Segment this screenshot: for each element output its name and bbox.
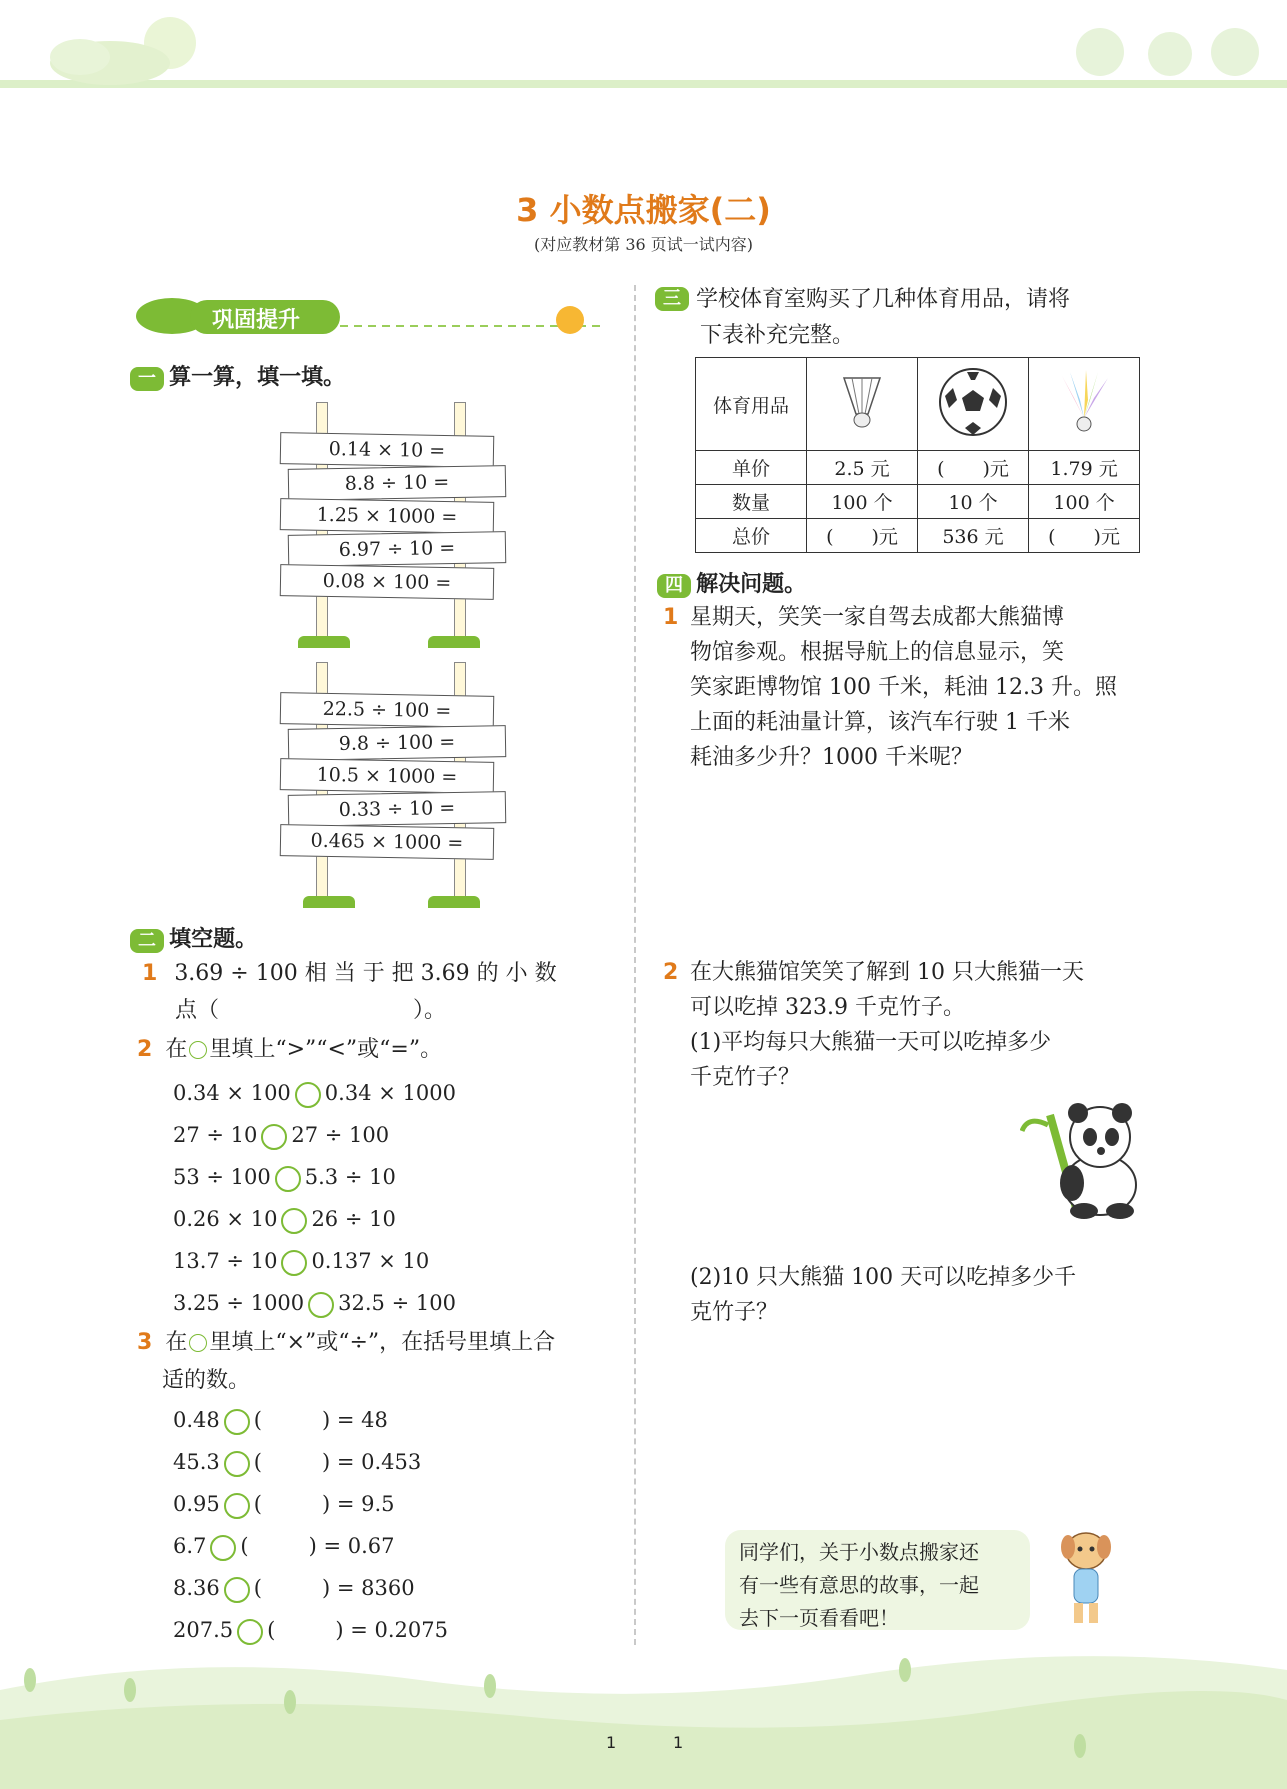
compare-row bbox=[173, 1114, 456, 1156]
table-cell bbox=[1029, 358, 1140, 451]
question-number: 3 bbox=[137, 1330, 153, 1355]
fill-left: 0.95 bbox=[173, 1492, 220, 1516]
fill-left: 6.7 bbox=[173, 1534, 207, 1558]
compare-row bbox=[173, 1240, 456, 1282]
part2-q1-line2-start: 点（ bbox=[175, 998, 220, 1023]
table-row bbox=[696, 451, 1140, 485]
part4-q1-text bbox=[690, 600, 1150, 775]
fill-left: 45.3 bbox=[173, 1450, 220, 1474]
operator-circle[interactable] bbox=[210, 1535, 236, 1561]
table-row bbox=[696, 485, 1140, 519]
text-line: 物馆参观。根据导航上的信息显示，笑 bbox=[690, 640, 1065, 665]
fill-row bbox=[173, 1483, 448, 1525]
paren-open: ( bbox=[253, 1492, 262, 1516]
text-line: (2)10 只大熊猫 100 天可以吃掉多少千 bbox=[690, 1265, 1077, 1290]
table-cell[interactable]: ( )元 bbox=[1029, 519, 1140, 553]
operator-circle[interactable] bbox=[224, 1493, 250, 1519]
fill-left: 207.5 bbox=[173, 1618, 234, 1642]
feather-shuttlecock-icon bbox=[1056, 368, 1112, 436]
grass-icon bbox=[428, 896, 480, 908]
part4-q2-sub2 bbox=[690, 1260, 1150, 1330]
part2-q1-line2 bbox=[175, 993, 446, 1028]
compare-right: 5.3 ÷ 10 bbox=[304, 1165, 396, 1189]
text-line: 星期天，笑笑一家自驾去成都大熊猫博 bbox=[690, 605, 1065, 630]
operator-circle[interactable] bbox=[237, 1619, 263, 1645]
panda-icon bbox=[1020, 1095, 1142, 1220]
part2-q3-text-b: 里填上“×”或“÷”，在括号里填上合 bbox=[209, 1330, 556, 1355]
part2-q2-text-b: 里填上“>”“<”或“=”。 bbox=[209, 1037, 443, 1062]
sign-board: 0.08 × 100 = bbox=[280, 564, 495, 600]
question-number: 2 bbox=[137, 1037, 153, 1062]
table-cell bbox=[917, 358, 1028, 451]
table-cell: 100 个 bbox=[1029, 485, 1140, 519]
compare-circle[interactable] bbox=[275, 1166, 301, 1192]
fill-row bbox=[173, 1609, 448, 1651]
compare-left: 3.25 ÷ 1000 bbox=[173, 1291, 305, 1315]
consolidate-banner bbox=[130, 290, 610, 340]
fill-left: 8.36 bbox=[173, 1576, 220, 1600]
operator-circle[interactable] bbox=[224, 1409, 250, 1435]
part2-badge: 二 bbox=[130, 929, 164, 953]
page-title: 3 小数点搬家(二) bbox=[516, 191, 771, 229]
compare-left: 0.34 × 100 bbox=[173, 1081, 291, 1105]
text-line: 克竹子？ bbox=[690, 1300, 779, 1325]
dog-character-icon bbox=[1050, 1525, 1120, 1630]
bubble-line: 有一些有意思的故事，一起 bbox=[739, 1573, 979, 1597]
part3-line2: 下表补充完整。 bbox=[700, 323, 855, 348]
fill-row bbox=[173, 1567, 448, 1609]
table-cell: 10 个 bbox=[917, 485, 1028, 519]
part2-q3-text-a: 在 bbox=[165, 1330, 188, 1355]
compare-left: 0.26 × 10 bbox=[173, 1207, 278, 1231]
table-cell: 536 元 bbox=[917, 519, 1028, 553]
text-line: 笑家距博物馆 100 千米，耗油 12.3 升。照 bbox=[690, 675, 1117, 700]
fill-row bbox=[173, 1441, 448, 1483]
text-line: 耗油多少升？1000 千米呢？ bbox=[690, 745, 973, 770]
fill-right: ) = 0.2075 bbox=[335, 1618, 448, 1642]
compare-row bbox=[173, 1156, 456, 1198]
sun-cloud-icon bbox=[20, 5, 220, 85]
fill-row bbox=[173, 1525, 448, 1567]
text-line: 在大熊猫馆笑笑了解到 10 只大熊猫一天 bbox=[690, 960, 1084, 985]
compare-right: 0.137 × 10 bbox=[311, 1249, 430, 1273]
table-cell[interactable]: ( )元 bbox=[917, 451, 1028, 485]
table-row-label: 总价 bbox=[696, 519, 807, 553]
part2-heading bbox=[130, 922, 257, 953]
table-cell[interactable]: ( )元 bbox=[807, 519, 918, 553]
part1-badge: 一 bbox=[130, 367, 164, 391]
fill-right: ) = 8360 bbox=[321, 1576, 415, 1600]
sign-board: 0.33 ÷ 10 = bbox=[288, 791, 507, 827]
grass-icon bbox=[298, 636, 350, 648]
speech-bubble bbox=[725, 1530, 1030, 1630]
text-line: 上面的耗油量计算，该汽车行驶 1 千米 bbox=[690, 710, 1070, 735]
fill-right: ) = 0.453 bbox=[321, 1450, 422, 1474]
part2-q2 bbox=[137, 1032, 442, 1067]
table-row-label: 单价 bbox=[696, 451, 807, 485]
paren-open: ( bbox=[253, 1408, 262, 1432]
text-line: 千克竹子？ bbox=[690, 1065, 801, 1090]
part4-q2-number-wrap bbox=[663, 955, 678, 990]
consolidate-label: 巩固提升 bbox=[212, 308, 301, 333]
shuttlecock-icon bbox=[838, 374, 886, 430]
part1-heading-text: 算一算，填一填。 bbox=[169, 365, 346, 390]
question-number: 2 bbox=[663, 960, 679, 985]
part2-q1-line1: 3.69 ÷ 100 相 当 于 把 3.69 的 小 数 bbox=[174, 961, 557, 986]
table-cell: 2.5 元 bbox=[807, 451, 918, 485]
part4-heading-text: 解决问题。 bbox=[696, 572, 807, 597]
compare-circle[interactable] bbox=[308, 1292, 334, 1318]
page-subtitle: (对应教材第 36 页试一试内容) bbox=[533, 235, 754, 254]
fill-right: ) = 48 bbox=[321, 1408, 388, 1432]
table-row bbox=[696, 358, 1140, 451]
compare-list bbox=[173, 1072, 456, 1324]
part2-heading-text: 填空题。 bbox=[169, 927, 258, 952]
fill-row bbox=[173, 1399, 448, 1441]
compare-circle[interactable] bbox=[281, 1208, 307, 1234]
circle-icon bbox=[189, 1334, 207, 1352]
sign-board: 6.97 ÷ 10 = bbox=[288, 531, 507, 567]
compare-row bbox=[173, 1282, 456, 1324]
paren-open: ( bbox=[240, 1534, 249, 1558]
whale-banner-icon bbox=[130, 290, 610, 340]
part4-q2-text bbox=[690, 955, 1150, 1095]
sign-board: 9.8 ÷ 100 = bbox=[288, 725, 507, 761]
text-line: (1)平均每只大熊猫一天可以吃掉多少 bbox=[690, 1030, 1052, 1055]
question-number: 1 bbox=[663, 605, 679, 630]
fill-list bbox=[173, 1399, 448, 1651]
table-header-cell: 体育用品 bbox=[696, 358, 807, 451]
compare-left: 27 ÷ 10 bbox=[173, 1123, 258, 1147]
compare-left: 53 ÷ 100 bbox=[173, 1165, 271, 1189]
compare-row bbox=[173, 1072, 456, 1114]
compare-left: 13.7 ÷ 10 bbox=[173, 1249, 278, 1273]
fill-right: ) = 0.67 bbox=[308, 1534, 395, 1558]
paren-open: ( bbox=[267, 1618, 276, 1642]
operator-circle[interactable] bbox=[224, 1577, 250, 1603]
part2-q2-text-a: 在 bbox=[165, 1037, 188, 1062]
bubble-line: 同学们，关于小数点搬家还 bbox=[739, 1540, 979, 1564]
grass-icon bbox=[303, 896, 355, 908]
part1-heading bbox=[130, 360, 345, 391]
paren-open: ( bbox=[253, 1450, 262, 1474]
compare-right: 26 ÷ 10 bbox=[311, 1207, 396, 1231]
page-number-right: 1 bbox=[673, 1733, 684, 1752]
compare-right: 32.5 ÷ 100 bbox=[338, 1291, 456, 1315]
compare-circle[interactable] bbox=[281, 1250, 307, 1276]
bubble-line: 去下一页看看吧！ bbox=[739, 1606, 899, 1630]
sign-board: 1.25 × 1000 = bbox=[280, 498, 495, 534]
compare-right: 27 ÷ 100 bbox=[291, 1123, 390, 1147]
hills-background bbox=[0, 1650, 1287, 1789]
operator-circle[interactable] bbox=[224, 1451, 250, 1477]
sign-board: 8.8 ÷ 10 = bbox=[288, 465, 507, 501]
part2-q1 bbox=[142, 956, 622, 991]
soccer-ball-icon bbox=[937, 366, 1009, 438]
table-row bbox=[696, 519, 1140, 553]
compare-circle[interactable] bbox=[295, 1082, 321, 1108]
text-line: 可以吃掉 323.9 千克竹子。 bbox=[690, 995, 965, 1020]
part4-heading bbox=[657, 567, 806, 598]
paren-open: ( bbox=[253, 1576, 262, 1600]
part3-badge: 三 bbox=[655, 287, 689, 311]
table-cell: 1.79 元 bbox=[1029, 451, 1140, 485]
fill-right: ) = 9.5 bbox=[321, 1492, 395, 1516]
sign-board: 22.5 ÷ 100 = bbox=[280, 692, 495, 728]
table-cell bbox=[807, 358, 918, 451]
part3-heading bbox=[655, 282, 1155, 317]
sign-board: 0.465 × 1000 = bbox=[280, 824, 495, 860]
goods-table bbox=[695, 357, 1140, 553]
compare-right: 0.34 × 1000 bbox=[324, 1081, 456, 1105]
column-divider bbox=[634, 285, 636, 1645]
part2-q3 bbox=[137, 1325, 627, 1360]
page-number-left: 1 bbox=[606, 1733, 617, 1752]
table-row-label: 数量 bbox=[696, 485, 807, 519]
part2-q3-line2: 适的数。 bbox=[162, 1368, 251, 1393]
table-cell: 100 个 bbox=[807, 485, 918, 519]
grass-icon bbox=[428, 636, 480, 648]
sign-board: 0.14 × 10 = bbox=[280, 432, 495, 468]
compare-circle[interactable] bbox=[261, 1124, 287, 1150]
fill-left: 0.48 bbox=[173, 1408, 220, 1432]
part4-q1-number-wrap bbox=[663, 600, 678, 635]
compare-row bbox=[173, 1198, 456, 1240]
animal-faces-icon bbox=[1060, 20, 1270, 82]
circle-icon bbox=[189, 1041, 207, 1059]
part4-badge: 四 bbox=[657, 574, 691, 598]
part2-q1-line2-end: ）。 bbox=[413, 998, 447, 1023]
sign-board: 10.5 × 1000 = bbox=[280, 758, 495, 794]
question-number: 1 bbox=[142, 961, 158, 986]
part3-line1: 学校体育室购买了几种体育用品，请将 bbox=[696, 287, 1071, 312]
